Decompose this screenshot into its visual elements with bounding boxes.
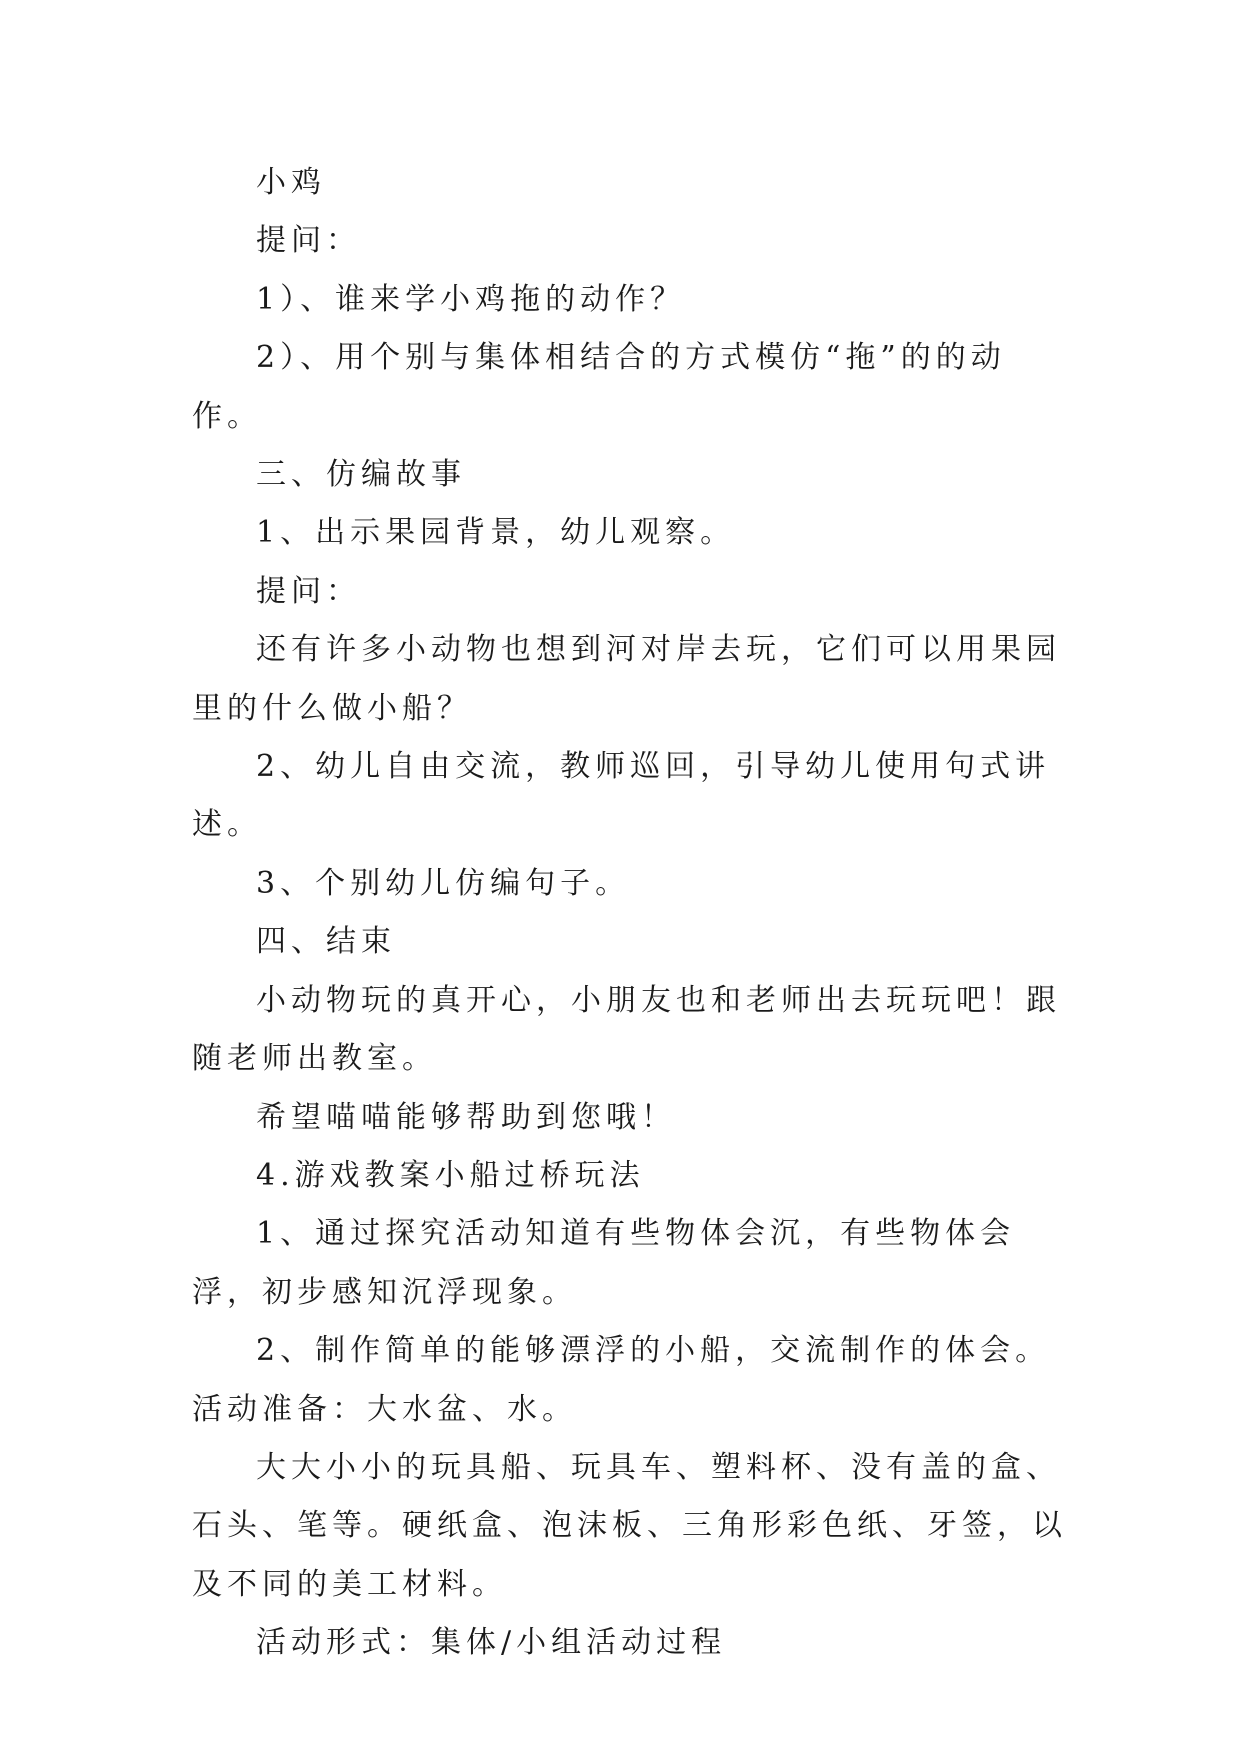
paragraph: 希望喵喵能够帮助到您哦！ — [256, 1099, 676, 1135]
section-heading: 三、仿编故事 — [256, 457, 466, 493]
section-heading: 4.游戏教案小船过桥玩法 — [256, 1157, 645, 1193]
paragraph: 小动物玩的真开心，小朋友也和老师出去玩玩吧！跟随老师出教室。 — [192, 982, 1061, 1077]
section-heading: 四、结束 — [256, 924, 396, 960]
paragraph: 3、个别幼儿仿编句子。 — [256, 865, 631, 901]
paragraph: 还有许多小动物也想到河对岸去玩，它们可以用果园里的什么做小船？ — [192, 632, 1061, 726]
document-body — [192, 154, 1072, 1673]
paragraph: 1）、谁来学小鸡拖的动作？ — [256, 281, 686, 317]
paragraph: 2、制作简单的能够漂浮的小船，交流制作的体会。活动准备：大水盆、水。 — [192, 1333, 1051, 1427]
paragraph: 提问： — [256, 223, 361, 259]
paragraph: 提问： — [256, 573, 361, 609]
paragraph: 1、出示果园背景，幼儿观察。 — [256, 515, 736, 551]
paragraph: 1、通过探究活动知道有些物体会沉，有些物体会浮，初步感知沉浮现象。 — [192, 1216, 1016, 1310]
paragraph: 活动形式：集体/小组活动过程 — [256, 1625, 727, 1661]
paragraph: 2、幼儿自由交流，教师巡回，引导幼儿使用句式讲述。 — [192, 749, 1051, 843]
paragraph: 大大小小的玩具船、玩具车、塑料杯、没有盖的盒、石头、笔等。硬纸盒、泡沫板、三角形彩色纸、牙签，以及不同的美工材料。 — [192, 1449, 1067, 1602]
paragraph: 小鸡 — [256, 165, 326, 200]
paragraph: 2）、用个别与集体相结合的方式模仿“拖”的的动作。 — [192, 340, 1006, 434]
